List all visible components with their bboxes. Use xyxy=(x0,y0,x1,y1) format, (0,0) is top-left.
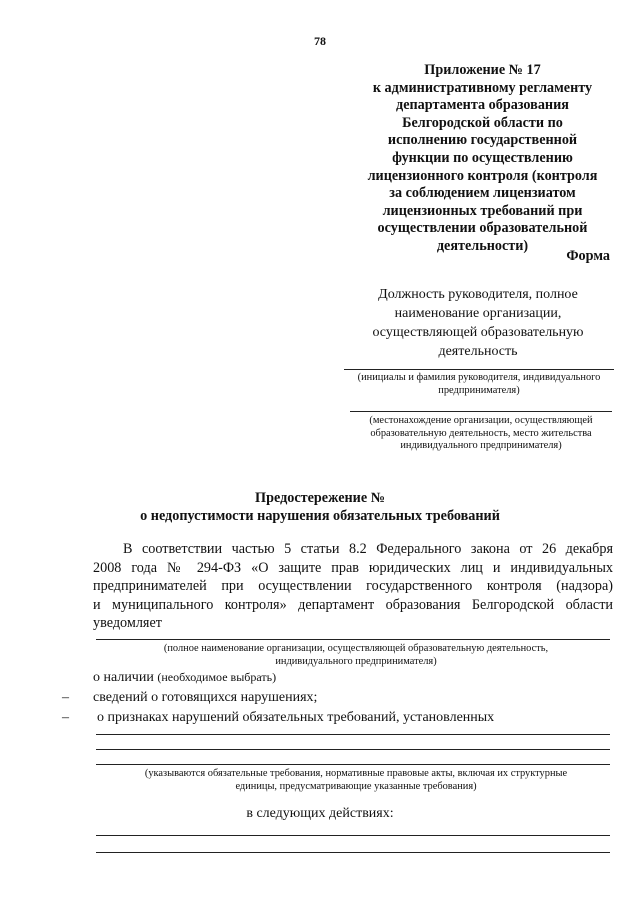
page-number: 78 xyxy=(314,34,326,48)
addressee-title-line: осуществляющей образовательную xyxy=(372,325,584,340)
appendix-line: Приложение № 17 xyxy=(424,62,541,78)
hint-line: единицы, предусматривающие указанные требования) xyxy=(235,780,477,792)
appendix-line: осуществлении образовательной xyxy=(377,220,588,237)
hint-line: образовательную деятельность, место жительства xyxy=(370,427,592,439)
hint-line: (инициалы и фамилия руководителя, индивидуального xyxy=(357,372,601,383)
option-dash: – xyxy=(62,690,69,705)
document-subtitle: о недопустимости нарушения обязательных требований xyxy=(140,508,500,524)
body-line: уведомляет xyxy=(93,615,162,631)
body-line: В соответствии частью 5 статьи 8.2 Федерального закона от 26 декабря xyxy=(123,541,613,557)
addressee-title-line: Должность руководителя, полное xyxy=(378,287,578,302)
body-paragraph xyxy=(93,540,613,633)
body-line: предпринимателей при осуществлении государственного контроля (надзора) xyxy=(93,578,613,594)
addressee-title-line: наименование организации, xyxy=(394,306,562,321)
appendix-line: деятельности) xyxy=(436,237,529,254)
addressee-title xyxy=(340,285,616,361)
body-line: 2008 года № 294-ФЗ «О защите прав юридических лиц и индивидуальных xyxy=(93,559,613,576)
hint-line: предпринимателя) xyxy=(438,384,520,396)
organization-name-line xyxy=(96,639,610,640)
appendix-line: Белгородской области по xyxy=(402,114,563,131)
hint-line: (полное наименование организации, осуществляющей образовательную деятельность, xyxy=(163,643,549,654)
appendix-header xyxy=(355,62,610,256)
hint-line: индивидуального предпринимателя) xyxy=(275,655,437,667)
recipient-name-hint xyxy=(336,372,622,397)
appendix-line: департамента образования xyxy=(396,97,569,114)
actions-label: в следующих действиях: xyxy=(246,806,394,821)
addressee-title-line: деятельность xyxy=(438,344,518,359)
presence-note: (необходимое выбрать) xyxy=(157,670,277,684)
requirements-hint xyxy=(96,768,616,793)
appendix-line: функции по осуществлению xyxy=(392,149,573,166)
recipient-address-line xyxy=(350,411,612,412)
option-violation-signs: о признаках нарушений обязательных требований, установленных xyxy=(97,710,495,725)
actions-line xyxy=(96,835,610,836)
option-dash: – xyxy=(62,710,69,725)
hint-line: (местонахождение организации, осуществляющей xyxy=(369,415,593,426)
presence-line xyxy=(93,670,276,686)
option-prepared-violations: сведений о готовящихся нарушениях; xyxy=(93,690,318,705)
hint-line: (указываются обязательные требования, нормативные правовые акты, включая их структурные xyxy=(144,768,568,779)
recipient-name-line xyxy=(344,369,614,370)
appendix-line: лицензионных требований при xyxy=(382,202,583,219)
recipient-address-hint xyxy=(340,415,622,453)
form-label: Форма xyxy=(566,248,610,264)
requirements-line xyxy=(96,749,610,750)
organization-name-hint xyxy=(96,643,616,668)
appendix-line: к административному регламенту xyxy=(372,79,593,96)
appendix-line: за соблюдением лицензиатом xyxy=(389,185,576,202)
actions-line xyxy=(96,852,610,853)
appendix-line: лицензионного контроля (контроля xyxy=(367,167,598,184)
body-line: и муниципального контроля» департамент образования Белгородской области xyxy=(93,596,613,613)
presence-label: о наличии xyxy=(93,670,154,685)
document-title: Предостережение № xyxy=(255,490,385,506)
hint-line: индивидуального предпринимателя) xyxy=(400,440,562,451)
requirements-line xyxy=(96,764,610,765)
appendix-line: исполнению государственной xyxy=(387,132,578,149)
requirements-line xyxy=(96,734,610,735)
